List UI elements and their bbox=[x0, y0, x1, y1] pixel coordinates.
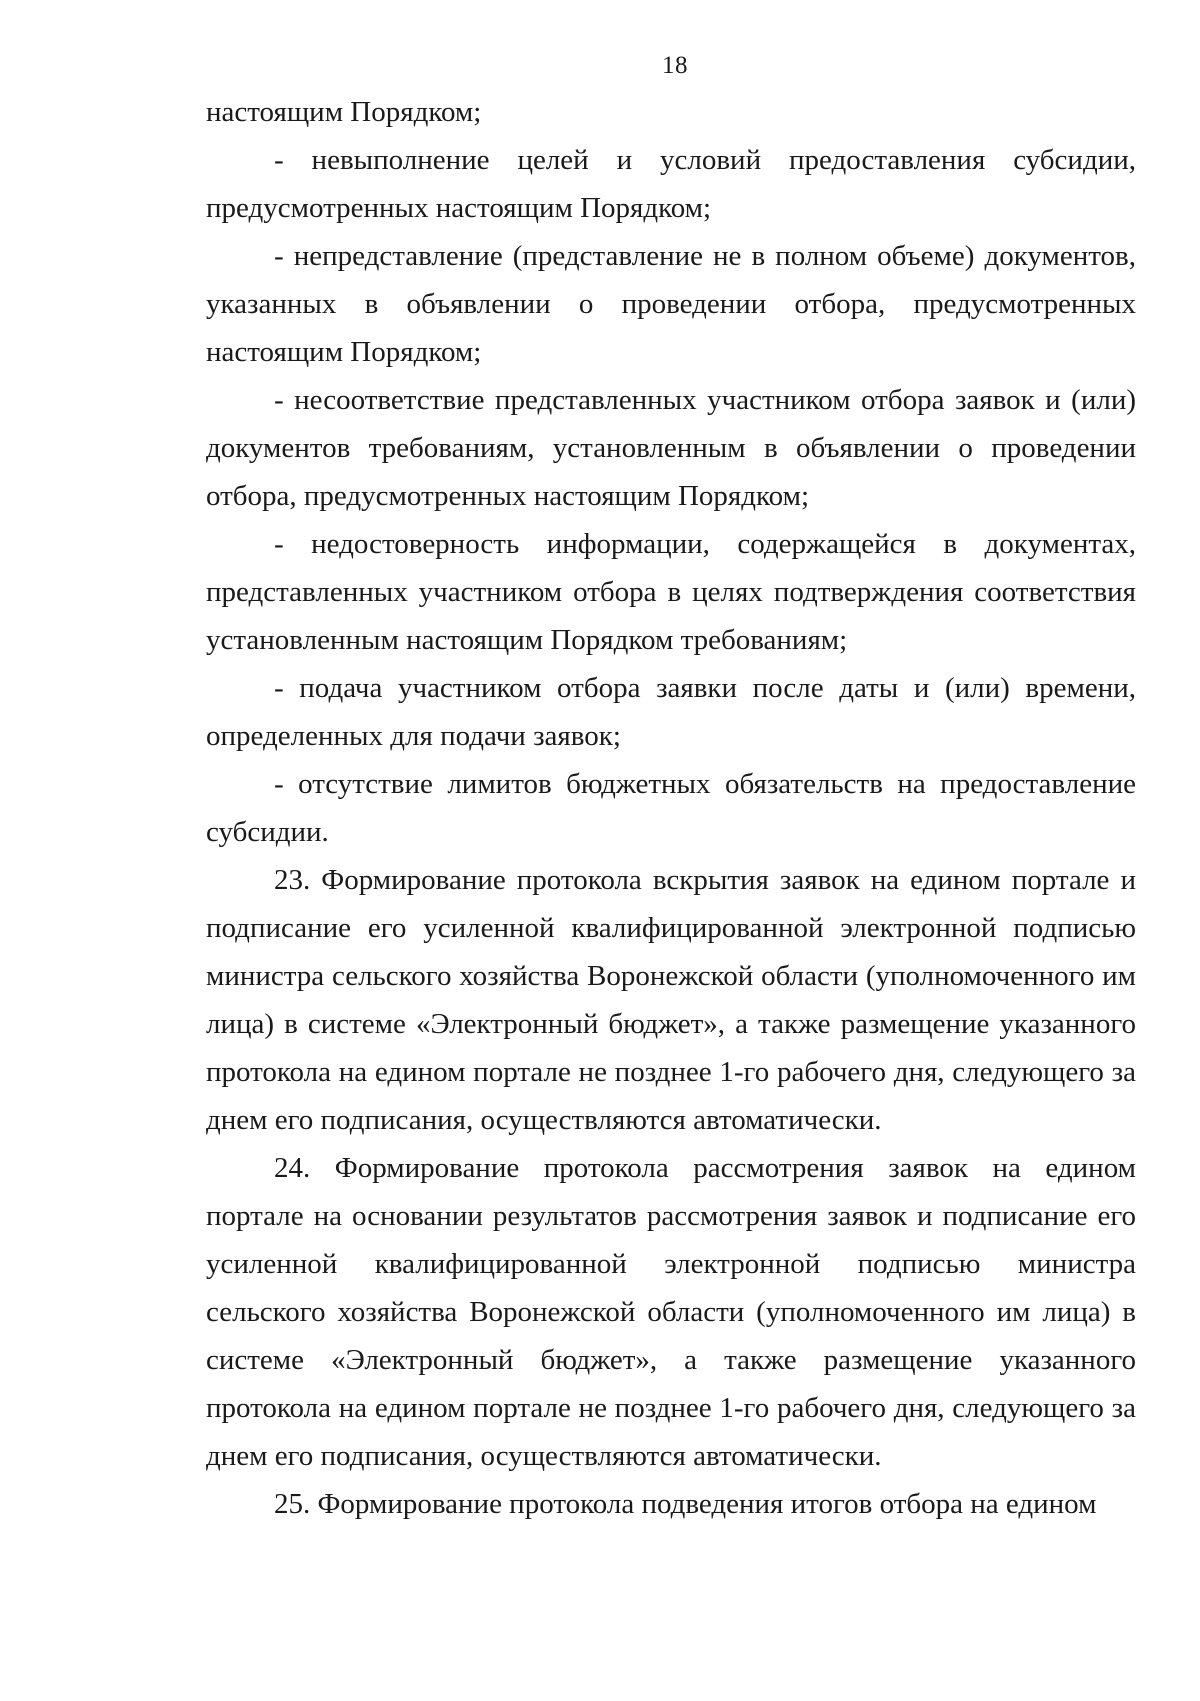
list-item-late-submission: - подача участником отбора заявки после даты и (или) времени, определенных для подачи заявок; bbox=[206, 672, 1136, 752]
list-item-requirements-mismatch: - несоответствие представленных участником отбора заявок и (или) документов требованиям, установленным в объявлении о проведении отбора, предусмотренных настоящим Порядком; bbox=[206, 384, 1136, 512]
list-item-goals-not-met: - невыполнение целей и условий предоставления субсидии, предусмотренных настоящим Порядком; bbox=[206, 144, 1136, 224]
list-item-false-information: - недостоверность информации, содержащейся в документах, представленных участником отбора в целях подтверждения соответствия установленным настоящим Порядком требованиям; bbox=[206, 528, 1136, 656]
paragraph-continuation: настоящим Порядком; bbox=[206, 96, 482, 128]
list-item-no-budget-limits: - отсутствие лимитов бюджетных обязательств на предоставление субсидии. bbox=[206, 768, 1136, 848]
clause-25: 25. Формирование протокола подведения итогов отбора на едином bbox=[274, 1488, 1097, 1520]
document-body bbox=[206, 88, 1136, 1528]
clause-24: 24. Формирование протокола рассмотрения заявок на едином портале на основании результатов рассмотрения заявок и подписание его усиленной квалифицированной электронной подписью министра сельского хозяйства Воронежской области (уполномоченного им лица) в системе «Электронный бюджет», а также размещение указанного протокола на едином портале не позднее 1-го рабочего дня, следующего за днем его подписания, осуществляются автоматически. bbox=[206, 1152, 1136, 1472]
list-item-documents-missing: - непредставление (представление не в полном объеме) документов, указанных в объявлении о проведении отбора, предусмотренных настоящим Порядком; bbox=[206, 240, 1136, 368]
clause-23: 23. Формирование протокола вскрытия заявок на едином портале и подписание его усиленной квалифицированной электронной подписью министра сельского хозяйства Воронежской области (уполномоченного им лица) в системе «Электронный бюджет», а также размещение указанного протокола на едином портале не позднее 1-го рабочего дня, следующего за днем его подписания, осуществляются автоматически. bbox=[206, 864, 1136, 1136]
page-number: 18 bbox=[662, 52, 688, 79]
